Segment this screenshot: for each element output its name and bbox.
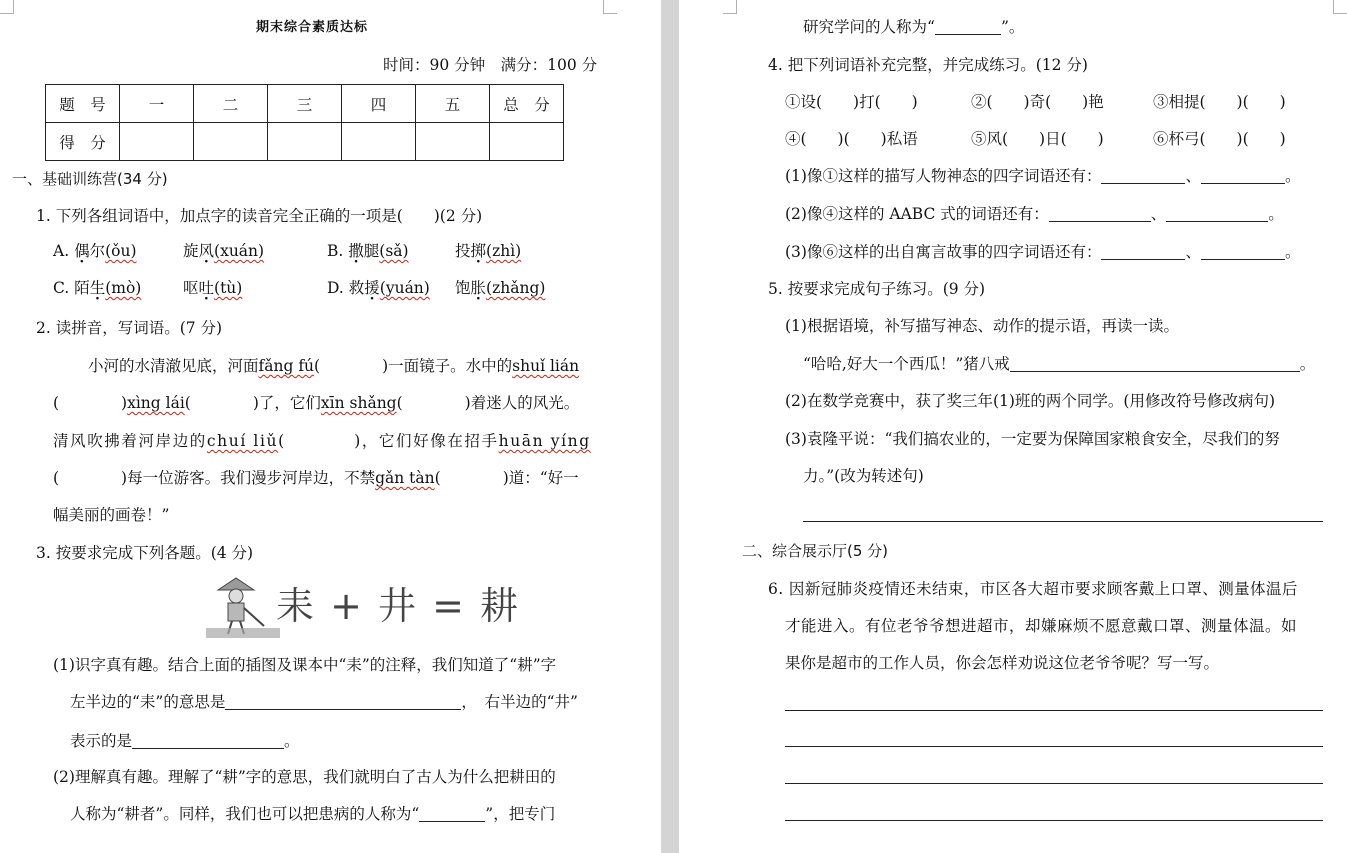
text: 、	[1185, 243, 1201, 261]
question-stem: 2. 读拼音，写词语。(7 分)	[36, 319, 223, 337]
option-a[interactable]	[53, 241, 137, 261]
option-d[interactable]	[327, 278, 430, 298]
subquestion: (1)根据语境，补写描写神态、动作的提示语，再读一读。	[785, 317, 1179, 335]
pinyin: huān yíng	[498, 432, 591, 450]
option-c[interactable]	[53, 278, 141, 298]
text: (2)像④这样的 AABC 式的词语还有：	[785, 205, 1049, 223]
answer-blank[interactable]	[419, 805, 485, 822]
answer-line[interactable]	[785, 820, 1323, 821]
pinyin: (sǎ)	[379, 242, 409, 260]
pinyin: xīn shǎng	[320, 394, 397, 412]
score-input-cell[interactable]	[342, 123, 416, 161]
pinyin: fǎng fú	[258, 357, 315, 375]
word	[183, 241, 264, 261]
score-input-cell[interactable]	[416, 123, 490, 161]
passage-line	[53, 431, 591, 451]
char: 尔	[89, 242, 106, 260]
answer-blank[interactable]	[1101, 167, 1185, 184]
idiom-item[interactable]: ⑤风( )日( )	[971, 130, 1104, 148]
pinyin: shuǐ lián	[512, 357, 580, 375]
text: 左半边的“耒”的意思是	[70, 693, 226, 711]
question-stem: 1. 下列各组词语中，加点字的读音完全正确的一项是( )(2 分)	[36, 207, 483, 225]
answer-blank[interactable]	[1010, 355, 1300, 372]
answer-blank[interactable]	[1049, 205, 1151, 222]
text: 。	[1284, 243, 1301, 261]
pinyin: (zhì)	[486, 242, 522, 260]
text: 表示的是	[70, 732, 133, 750]
score-table	[45, 84, 564, 161]
text: ”。	[1000, 18, 1025, 36]
dotted-char: 掷	[470, 242, 487, 260]
word	[455, 278, 545, 298]
pinyin: (zhǎng)	[486, 279, 546, 297]
question-stem: 5. 按要求完成句子练习。(9 分)	[768, 280, 986, 298]
passage-line	[88, 356, 579, 376]
answer-blank[interactable]: ( )了，它们	[184, 394, 321, 412]
char: 陌	[74, 279, 90, 297]
answer-blank[interactable]	[1166, 205, 1268, 222]
idiom-item[interactable]: ②( )奇( )艳	[971, 93, 1104, 111]
answer-line[interactable]	[803, 521, 1323, 522]
subquestion: (2)理解真有趣。理解了“耕”字的意思，我们就明白了古人为什么把耕田的	[53, 768, 556, 786]
character-formula: 耒 + 井 = 耕	[276, 584, 520, 628]
text: 人称为“耕者”。同样，我们也可以把患病的人称为“	[70, 805, 420, 823]
subquestion-line	[70, 731, 300, 751]
section-heading: 一、基础训练营(34 分)	[12, 170, 168, 188]
text: 。	[1268, 205, 1284, 223]
table-row	[46, 123, 564, 161]
subquestion-line	[803, 354, 1315, 374]
char: 腿	[363, 242, 380, 260]
answer-blank[interactable]: ( )道：“好一	[434, 469, 579, 487]
pinyin: (yuán)	[379, 279, 430, 297]
text: 、	[1150, 205, 1167, 223]
answer-line[interactable]	[785, 746, 1323, 747]
text: 小河的水清澈见底，河面	[88, 357, 259, 375]
text: (3)像⑥这样的出自寓言故事的四字词语还有：	[785, 243, 1102, 261]
answer-line[interactable]	[785, 710, 1323, 711]
score-input-cell[interactable]	[490, 123, 564, 161]
table-cell: 一	[120, 85, 194, 123]
char: 投	[455, 242, 471, 260]
answer-blank[interactable]: ( )着迷人的风光。	[396, 394, 580, 412]
table-cell: 题 号	[46, 85, 120, 123]
dotted-char: 生	[89, 279, 106, 297]
page-left	[0, 0, 661, 853]
dotted-char: 偶	[74, 242, 90, 260]
table-cell: 得 分	[46, 123, 120, 161]
passage-line: 幅美丽的画卷！”	[53, 506, 170, 524]
exam-title: 期末综合素质达标	[256, 20, 369, 35]
continued-line	[803, 17, 1024, 37]
word	[455, 241, 521, 261]
answer-blank[interactable]	[1201, 243, 1285, 260]
dotted-char: 胀	[470, 279, 487, 297]
dotted-char: 吐	[198, 279, 215, 297]
answer-blank[interactable]	[935, 18, 1001, 35]
idiom-item[interactable]: ⑥杯弓( )( )	[1153, 130, 1286, 148]
crop-mark	[1333, 0, 1347, 14]
table-cell: 总 分	[490, 85, 564, 123]
pinyin: xìng lái	[127, 394, 185, 412]
farmer-illustration	[204, 576, 520, 640]
answer-blank[interactable]	[1101, 243, 1185, 260]
question-stem: 4. 把下列词语补充完整，并完成练习。(12 分)	[768, 56, 1088, 74]
time-score-line: 时间：90 分钟 满分：100 分	[383, 56, 598, 74]
word	[183, 278, 242, 298]
question-stem: 3. 按要求完成下列各题。(4 分)	[36, 544, 254, 562]
char: 饱	[455, 279, 471, 297]
pinyin: (ǒu)	[105, 242, 137, 260]
page-right	[679, 0, 1347, 853]
subquestion-line	[785, 166, 1301, 186]
pinyin: chuí liǔ	[206, 432, 279, 450]
idiom-item[interactable]: ④( )( )私语	[785, 130, 918, 148]
word	[74, 242, 136, 260]
answer-blank[interactable]: ( )，它们好像在招手	[278, 432, 499, 450]
passage-line	[53, 468, 579, 488]
dotted-char: 撒	[348, 242, 364, 260]
answer-blank[interactable]	[1201, 167, 1285, 184]
text: 清风吹拂着河岸边的	[53, 432, 207, 450]
idiom-item[interactable]: ①设( )打( )	[785, 93, 918, 111]
text: 。	[284, 732, 300, 750]
answer-line[interactable]	[785, 783, 1323, 784]
answer-blank[interactable]: ( )每一位游客。我们漫步河岸边，不禁	[53, 469, 376, 487]
pinyin: (mò)	[105, 279, 142, 297]
answer-blank[interactable]	[132, 732, 284, 749]
table-cell: 五	[416, 85, 490, 123]
crop-mark	[0, 0, 14, 14]
text: ”，把专门	[485, 805, 556, 823]
answer-blank[interactable]	[225, 693, 461, 710]
subquestion-line	[785, 242, 1301, 262]
idiom-item[interactable]: ③相提( )( )	[1153, 93, 1286, 111]
farmer-plowing-image	[204, 576, 284, 640]
answer-blank[interactable]: ( )一面镜子。水中的	[314, 357, 513, 375]
option-b[interactable]	[327, 241, 409, 261]
option-letter: A.	[53, 242, 70, 260]
text: 。	[1284, 167, 1301, 185]
char: 旋	[183, 242, 199, 260]
score-input-cell[interactable]	[194, 123, 268, 161]
answer-blank[interactable]: ( )	[53, 394, 128, 412]
page-gutter	[661, 0, 679, 853]
crop-mark	[723, 0, 737, 14]
option-letter: D.	[327, 279, 344, 297]
text: 。	[1299, 355, 1316, 373]
question-text: 才能进入。有位老爷爷想进超市，却嫌麻烦不愿意戴口罩、测量体温。如	[785, 617, 1298, 635]
pinyin: gǎn tàn	[375, 469, 435, 487]
option-letter: B.	[327, 242, 344, 260]
subquestion-line	[785, 204, 1284, 224]
text: 研究学问的人称为“	[803, 18, 935, 36]
passage-line	[53, 393, 579, 413]
subquestion: (3)袁隆平说：“我们搞农业的，一定要为保障国家粮食安全，尽我们的努	[785, 430, 1280, 448]
table-row	[46, 85, 564, 123]
subquestion: (2)在数学竞赛中，获了奖三年(1)班的两个同学。(用修改符号修改病句)	[785, 392, 1276, 410]
table-cell: 四	[342, 85, 416, 123]
dotted-char: 援	[364, 279, 380, 297]
pinyin: (tù)	[214, 279, 243, 297]
table-cell: 二	[194, 85, 268, 123]
subquestion: 力。”(改为转述句)	[803, 467, 924, 485]
pinyin: (xuán)	[214, 242, 265, 260]
score-input-cell[interactable]	[120, 123, 194, 161]
subquestion: (1)识字真有趣。结合上面的插图及课本中“耒”的注释，我们知道了“耕”字	[53, 656, 557, 674]
char: 呕	[183, 279, 199, 297]
question-stem: 6. 因新冠肺炎疫情还未结束，市区各大超市要求顾客戴上口罩、测量体温后	[768, 580, 1298, 598]
table-cell: 三	[268, 85, 342, 123]
crop-mark	[603, 0, 617, 14]
char: 救	[348, 279, 365, 297]
option-letter: C.	[53, 279, 70, 297]
subquestion-line	[70, 692, 578, 712]
dotted-char: 风	[198, 242, 215, 260]
text: “哈哈,好大一个西瓜！”猪八戒	[803, 355, 1010, 373]
text: ， 右半边的“井”	[461, 693, 578, 711]
text: 、	[1185, 167, 1201, 185]
subquestion-line	[70, 804, 555, 824]
text: (1)像①这样的描写人物神态的四字词语还有：	[785, 167, 1102, 185]
question-text: 果你是超市的工作人员，你会怎样劝说这位老爷爷呢？写一写。	[785, 654, 1220, 672]
section-heading: 二、综合展示厅(5 分)	[742, 542, 889, 560]
score-input-cell[interactable]	[268, 123, 342, 161]
